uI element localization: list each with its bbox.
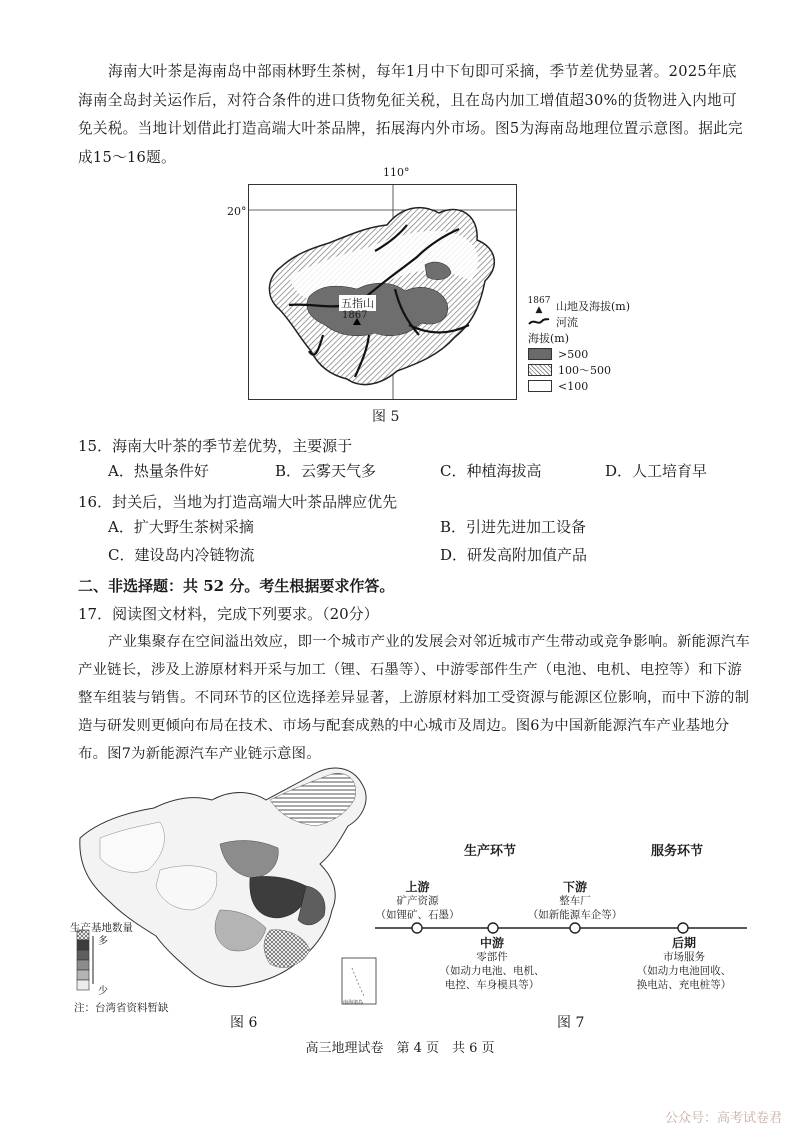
page-footer: 高三地理试卷 第 4 页 共 6 页	[305, 1041, 495, 1056]
q17-stem: 17．阅读图文材料，完成下列要求。（20分）	[78, 605, 379, 623]
legend-river-label: 河流	[556, 316, 578, 329]
later-desc1: 市场服务	[663, 951, 705, 963]
lon-label: 110°	[383, 166, 410, 179]
fig5-caption: 图 5	[372, 409, 400, 425]
node-upstream	[412, 923, 422, 933]
legend-peak-row	[528, 298, 630, 314]
production-stage-title: 生产环节	[464, 844, 517, 859]
upstream-label	[370, 880, 465, 922]
fig6-note: 注：台湾省资料暂缺	[74, 1002, 169, 1014]
south-china-sea-inset	[342, 958, 376, 1004]
q16-option-a[interactable]: A．扩大野生茶树采摘	[108, 518, 254, 536]
q17-material: 产业集聚存在空间溢出效应，即一个城市产业的发展会对邻近城市产生带动或竞争影响。新能源汽车产业链长，涉及上游原材料开采与加工（锂、石墨等）、中游零部件生产（电池、电机、电控等）和下游整车组装与销售。不同环节的区位选择差异显著，上游原材料加工受资源与能源区位影响，而中下游的制造与研发则更倾向布局在技术、市场与配套成熟的中心城市及周边。图6为中国新能源汽车产业基地分布。图7为新能源汽车产业链示意图。	[78, 634, 750, 762]
low-swatch	[528, 380, 552, 392]
downstream-label	[520, 880, 630, 922]
legend-high-label: >500	[558, 347, 589, 361]
downstream-title: 下游	[562, 880, 587, 894]
downstream-desc1: 整车厂	[559, 895, 591, 907]
q16-option-d[interactable]: D．研发高附加值产品	[440, 546, 588, 564]
q15-option-a[interactable]: A．热量条件好	[108, 462, 209, 480]
upstream-title: 上游	[405, 880, 430, 894]
legend-peak-value: 1867	[527, 296, 551, 306]
later-desc2: （如动力电池回收、	[636, 965, 732, 977]
fig5-legend	[528, 298, 630, 394]
q15-stem: 15．海南大叶茶的季节差优势，主要源于	[78, 437, 353, 455]
downstream-desc2: （如新能源车企等）	[527, 909, 623, 921]
legend-river-row	[528, 314, 630, 330]
hainan-map-svg	[249, 185, 516, 399]
legend-low-row	[528, 378, 630, 394]
fig6-legend-more: 多	[98, 936, 108, 947]
section-heading: 二、非选择题：共 52 分。考生根据要求作答。	[78, 577, 395, 595]
lat-label: 20°	[227, 205, 247, 218]
hainan-map	[248, 184, 517, 400]
fig6-legend-less: 少	[98, 986, 108, 997]
china-map	[70, 760, 390, 1010]
legend6-swatch-5	[77, 970, 89, 980]
midstream-desc3: 电控、车身模具等）	[444, 979, 540, 991]
node-midstream	[488, 923, 498, 933]
legend-peak-icon: 1867 ▲	[527, 296, 551, 315]
midstream-desc1: 零部件	[476, 951, 508, 963]
high-swatch	[528, 348, 552, 360]
midstream-title: 中游	[479, 936, 504, 950]
q16-stem: 16．封关后，当地为打造高端大叶茶品牌应优先	[78, 493, 398, 511]
midstream-desc2: （如动力电池、电机、	[439, 965, 545, 977]
peak-name: 五指山	[341, 297, 374, 310]
midstream-label	[428, 936, 556, 992]
fig6-caption: 图 6	[230, 1015, 258, 1031]
legend-low-label: <100	[558, 379, 589, 393]
legend6-swatch-4	[77, 960, 89, 970]
later-title: 后期	[671, 936, 696, 950]
legend-mid-row	[528, 362, 630, 378]
legend-elev-title-text: 海拔(m)	[528, 332, 570, 345]
legend-elev-title	[528, 330, 630, 346]
mid-swatch	[528, 364, 552, 376]
later-desc3: 换电站、充电桩等）	[636, 979, 732, 991]
q16-option-c[interactable]: C．建设岛内冷链物流	[108, 546, 255, 564]
legend6-swatch-6	[77, 980, 89, 990]
q16-option-b[interactable]: B．引进先进加工设备	[440, 518, 587, 536]
legend6-swatch-2	[77, 940, 89, 950]
watermark: 公众号：高考试卷君	[664, 1111, 782, 1126]
fig7-caption: 图 7	[557, 1015, 585, 1031]
legend-mid-label: 100～500	[558, 364, 611, 377]
later-label	[623, 936, 745, 992]
legend-high-row	[528, 346, 630, 362]
legend-peak-label: 山地及海拔(m)	[556, 300, 631, 313]
service-stage-title: 服务环节	[651, 844, 704, 859]
legend6-swatch-3	[77, 950, 89, 960]
q15-option-b[interactable]: B．云雾天气多	[275, 462, 377, 480]
node-later	[678, 923, 688, 933]
peak-elevation: 1867	[342, 310, 368, 321]
q15-option-d[interactable]: D．人工培育早	[605, 462, 708, 480]
river-legend-icon	[528, 317, 550, 327]
q15-option-c[interactable]: C．种植海拔高	[440, 462, 542, 480]
upstream-desc1: 矿产资源	[396, 895, 439, 907]
intro-paragraph: 海南大叶茶是海南岛中部雨林野生茶树，每年1月中下旬即可采摘，季节差优势显著。2025年底海南全岛封关运作后，对符合条件的进口货物免征关税，且在岛内加工增值超30%的货物进入内地可免关税。当地计划借此打造高端大叶茶品牌，拓展海内外市场。图5为海南岛地理位置示意图。据此完成15～16题。	[78, 63, 743, 166]
fig6-inset-label: 南海诸岛	[343, 1000, 364, 1006]
fig6-legend-title: 生产基地数量	[70, 922, 133, 934]
upstream-desc2: （如锂矿、石墨）	[375, 909, 460, 921]
node-downstream	[570, 923, 580, 933]
